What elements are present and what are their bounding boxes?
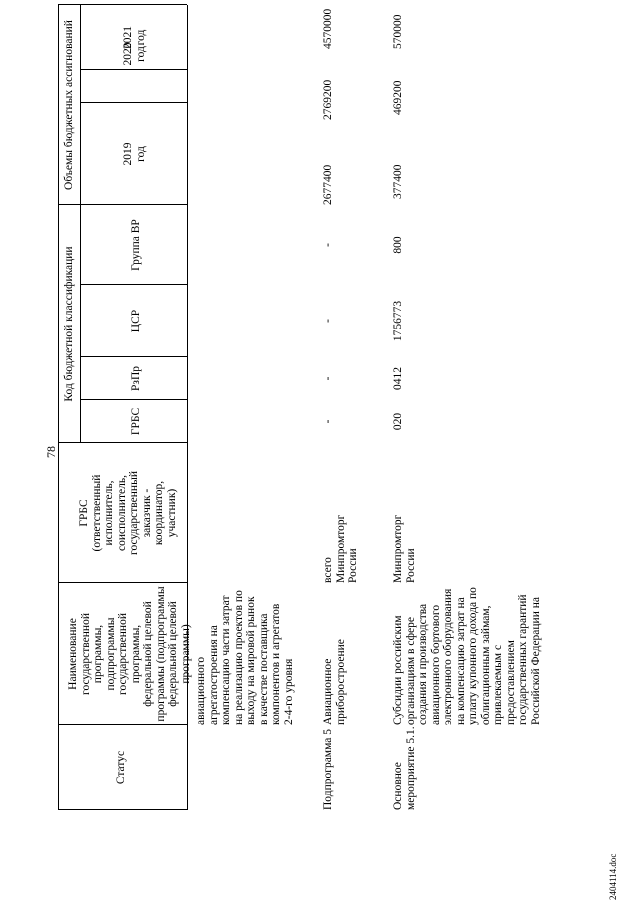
header-volumes-group: Объемы бюджетных ассигнований [63,20,75,190]
header-year-2019: 2019 год [122,142,147,166]
row2-2019: 377400 [392,164,404,199]
header-name: Наименование государственной программы, подпрограммы государственной программы, федеральной целевой программы (подпрограммы федеральной целевой программы) [67,586,192,722]
row2-rzpr: 0412 [392,367,404,390]
table-top-border [58,5,59,810]
header-kbk-group: Код бюджетной классификации [63,246,75,402]
row2-2020: 469200 [392,80,404,115]
header-vr: Группа ВР [130,219,142,271]
row2-grbs: Минпромторг России [392,514,417,583]
page-number: 78 [44,446,58,458]
row2-csr: 1756773 [392,300,404,342]
row1-status: Подпрограмма 5 [322,728,334,810]
row1-vr: - [322,243,334,247]
header-status: Статус [115,750,127,785]
header-csr: ЦСР [130,309,142,333]
header-year-2021: 2021 год [122,26,147,49]
continuation-text: авиационного агрегатостроения на компенсацию части затрат на реализацию проектов по выходу на мировой рынок в качестве поставщика компонентов и агрегатов 2-4-го уровня [195,590,295,725]
header-grbs: ГРБС (ответственный исполнитель, соисполнитель, государственный заказчик - координатор, участник) [78,471,178,555]
row1-2020: 2769200 [322,79,334,120]
row1-kbk-grbs: - [322,419,334,424]
row2-status: Основное мероприятие 5.1. [392,726,417,810]
row1-2021: 4570000 [322,8,334,49]
header-kbk-grbs: ГРБС [130,407,142,436]
col-border-year-2021 [80,69,187,70]
row2-kbk-grbs: 020 [392,412,404,431]
header-year-2020: 2020 год [122,42,147,66]
row2-2021: 570000 [392,14,404,49]
row1-2019: 2677400 [322,164,334,205]
row1-csr: - [322,319,334,323]
row2-vr: 800 [392,236,404,254]
kbk-subheader-border [80,5,81,443]
row1-name: Авиационное приборостроение [322,639,347,725]
row2-name: Субсидии российским организациям в сфере создания и производства авиационного бортового электронного оборудования на компенсацию затрат на уплату купонного дохода по облигационным займам, привлекаемым с предоставлением государственных гарантий Российской Федерации на [392,587,542,725]
row1-grbs: всего Минпромторг России [322,514,359,583]
footer-code: 2404114.doc [608,853,618,900]
row1-rzpr: - [322,376,334,381]
header-rzpr: РзПр [130,366,142,391]
